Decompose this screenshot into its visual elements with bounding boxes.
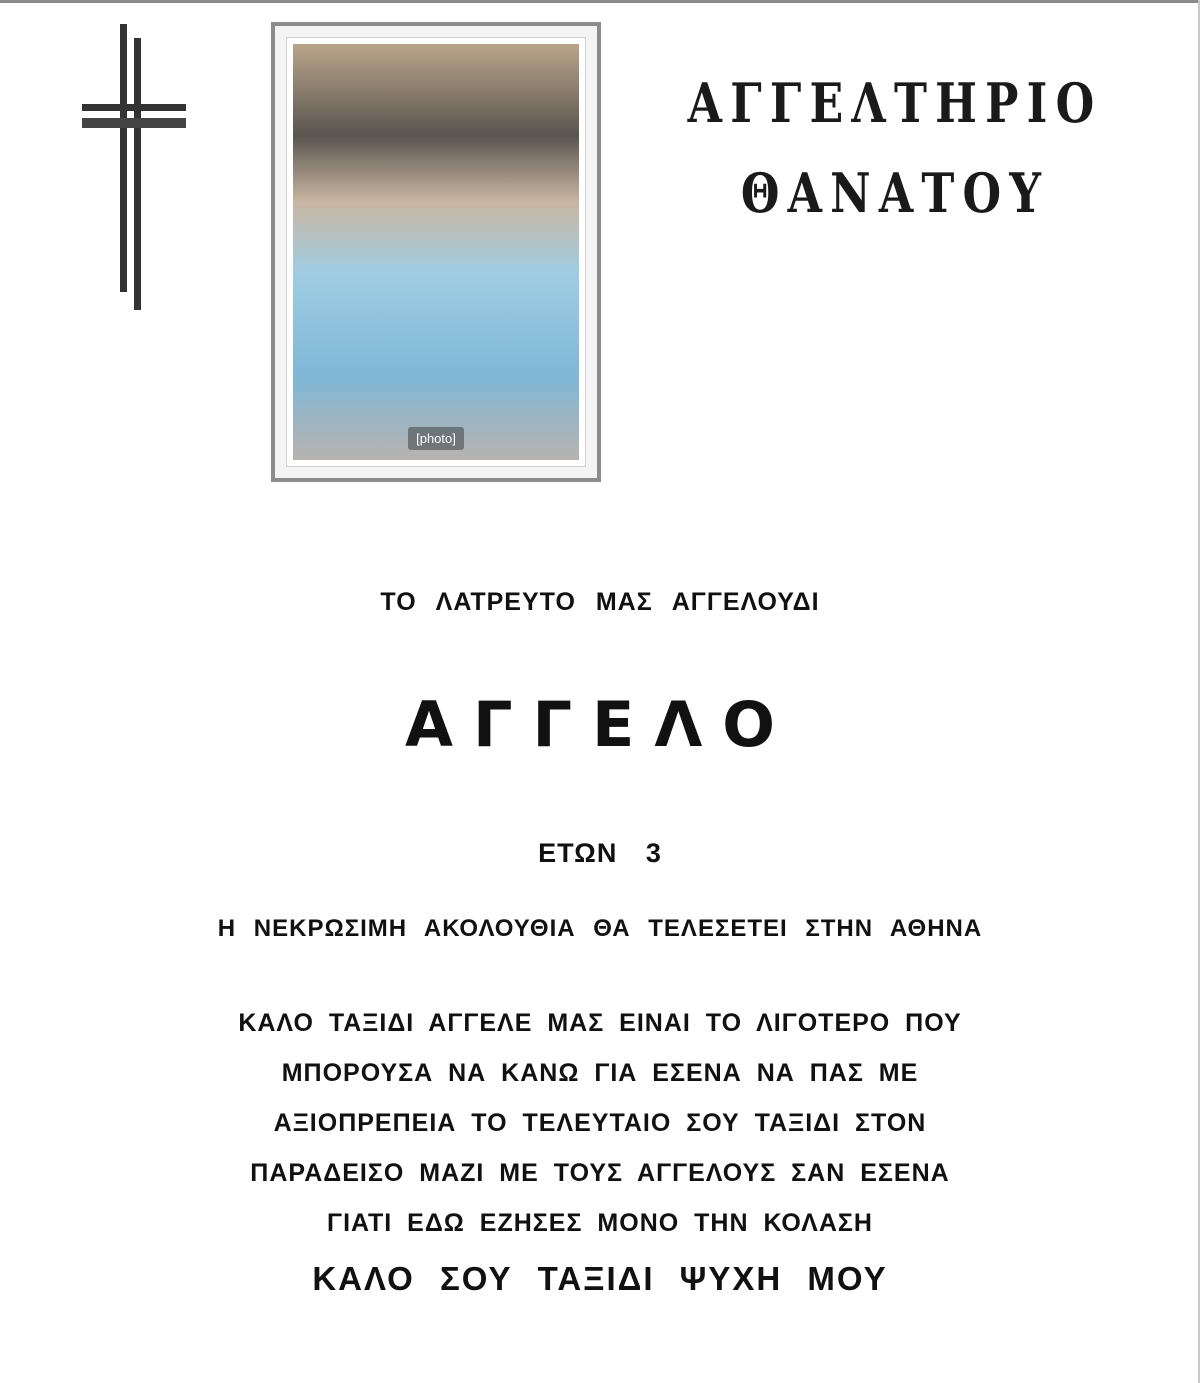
notice-subtitle: ΤΟ ΛΑΤΡΕΥΤΟ ΜΑΣ ΑΓΓΕΛΟΥΔΙ (380, 588, 820, 616)
service-info: Η ΝΕΚΡΩΣΙΜΗ ΑΚΟΛΟΥΘΙΑ ΘΑ ΤΕΛΕΣΕΤΕΙ ΣΤΗΝ ΑΘΗΝΑ (217, 915, 983, 942)
notice-headline (640, 58, 1150, 238)
deceased-name: ΑΓΓΕΛΟ (404, 688, 796, 761)
message-line: ΚΑΛΟ ΤΑΞΙΔΙ ΑΓΓΕΛΕ ΜΑΣ ΕΙΝΑΙ ΤΟ ΛΙΓΟΤΕΡΟ ΠΟΥ (238, 1009, 962, 1037)
memorial-photo (293, 44, 579, 460)
message-line: ΠΑΡΑΔΕΙΣΟ ΜΑΖΙ ΜΕ ΤΟΥΣ ΑΓΓΕΛΟΥΣ ΣΑΝ ΕΣΕΝΑ (250, 1159, 950, 1187)
headline-line-2: ΘΑΝΑΤΟΥ (740, 161, 1050, 225)
farewell-message (0, 998, 1200, 1248)
cross-icon (82, 24, 186, 310)
closing-farewell: ΚΑΛΟ ΣΟΥ ΤΑΞΙΔΙ ΨΥΧΗ ΜΟΥ (312, 1260, 888, 1297)
deceased-age: ΕΤΩΝ 3 (538, 838, 662, 868)
headline-line-1: ΑΓΓΕΛΤΗΡΙΟ (687, 71, 1103, 135)
memorial-photo-frame (271, 22, 601, 482)
message-line: ΑΞΙΟΠΡΕΠΕΙΑ ΤΟ ΤΕΛΕΥΤΑΙΟ ΣΟΥ ΤΑΞΙΔΙ ΣΤΟΝ (273, 1109, 927, 1137)
message-line: ΓΙΑΤΙ ΕΔΩ ΕΖΗΣΕΣ ΜΟΝΟ ΤΗΝ ΚΟΛΑΣΗ (327, 1209, 873, 1237)
photo-placeholder-label: [photo] (408, 427, 464, 450)
message-line: ΜΠΟΡΟΥΣΑ ΝΑ ΚΑΝΩ ΓΙΑ ΕΣΕΝΑ ΝΑ ΠΑΣ ΜΕ (281, 1059, 919, 1087)
page-top-border (0, 0, 1200, 3)
